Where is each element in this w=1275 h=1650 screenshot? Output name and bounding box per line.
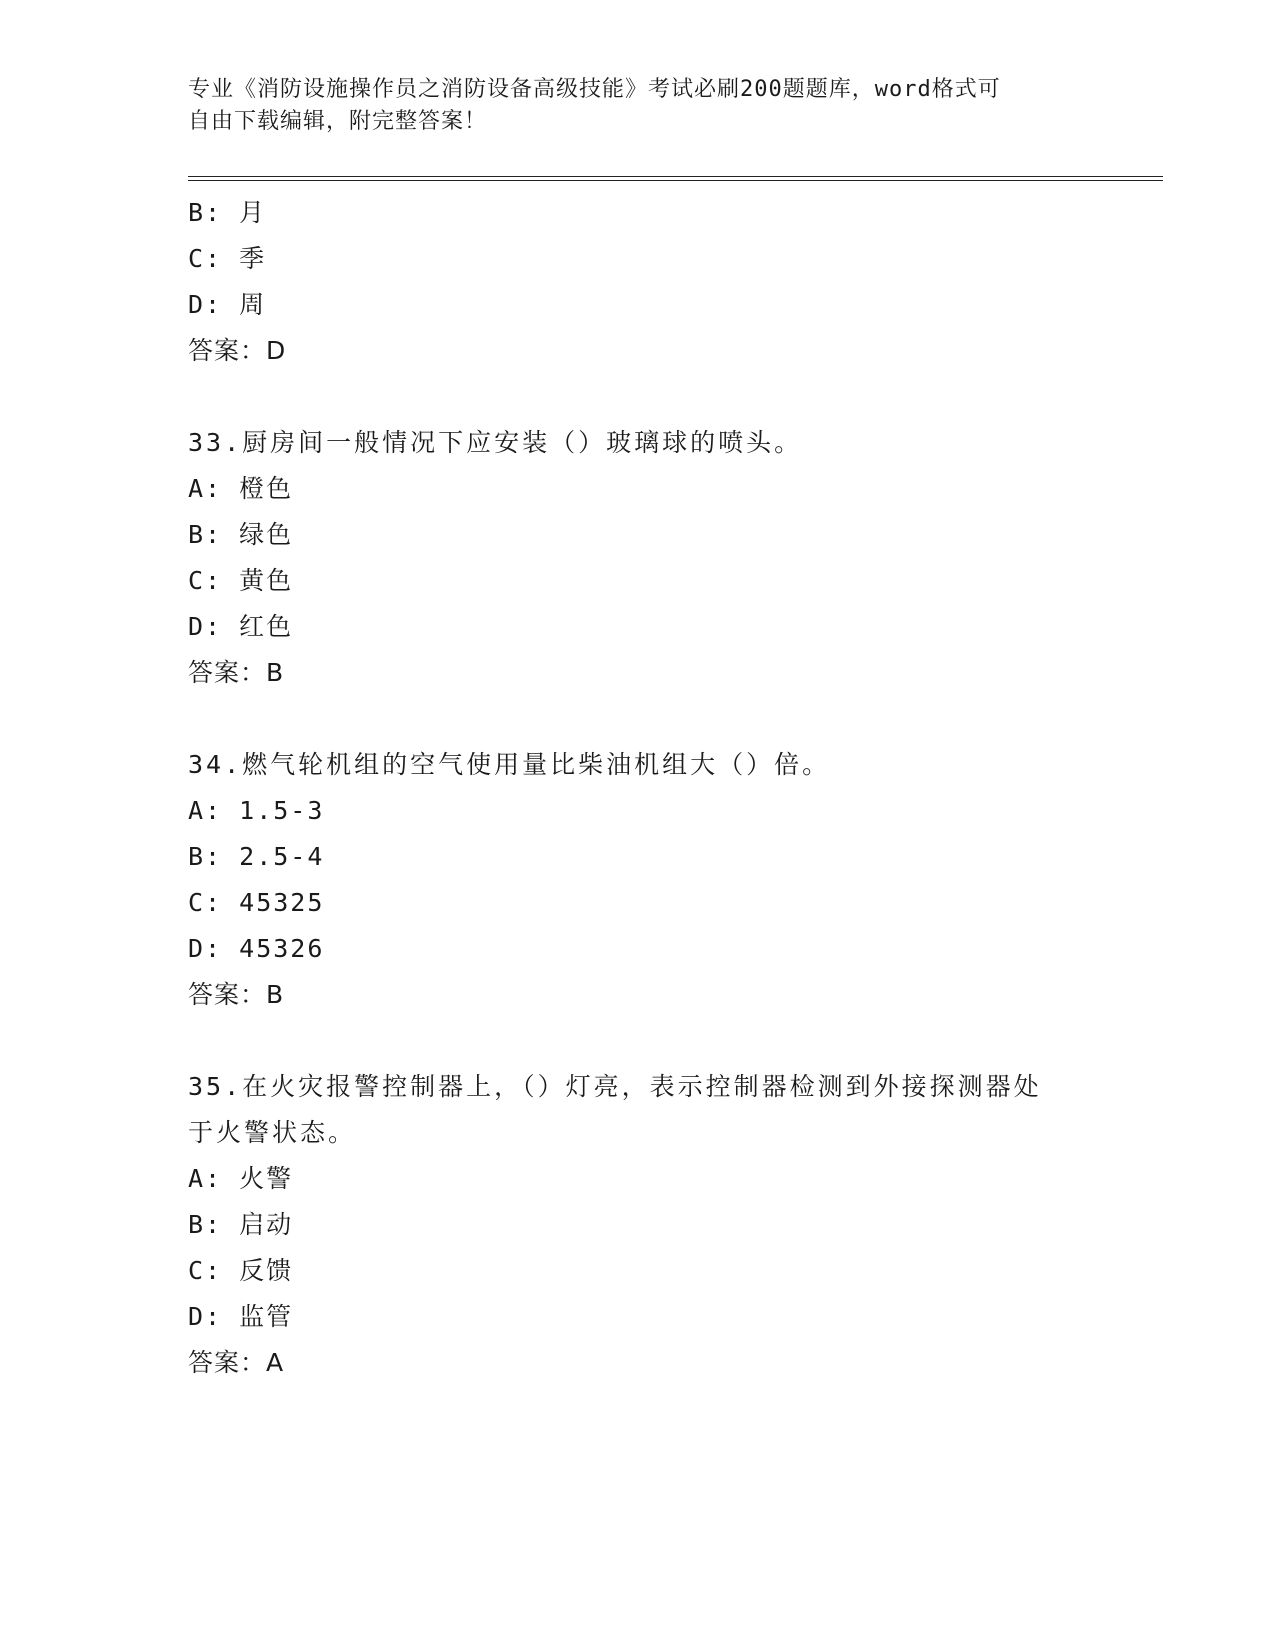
option-c: C: 季 [188,244,267,273]
option-a: A: 火警 [188,1164,294,1193]
option-c: C: 反馈 [188,1256,294,1285]
document-header [188,74,1068,138]
question-block-33 [188,420,1088,696]
question-stem: 35.在火灾报警控制器上，（）灯亮，表示控制器检测到外接探测器处 [188,1072,1042,1101]
header-rule-bottom [188,180,1163,181]
option-d: D: 红色 [188,612,294,641]
question-block-32-partial [188,190,1088,374]
question-stem: 34.燃气轮机组的空气使用量比柴油机组大（）倍。 [188,750,831,779]
option-b: B: 启动 [188,1210,294,1239]
spacer [188,696,1088,742]
answer-line: 答案：B [188,658,285,687]
header-line-2: 自由下载编辑，附完整答案！ [188,109,488,134]
question-block-34 [188,742,1088,1018]
option-d: D: 45326 [188,934,325,963]
option-b: B: 月 [188,198,267,227]
question-stem-continued: 于火警状态。 [188,1118,357,1147]
option-a: A: 1.5-3 [188,796,325,825]
question-stem: 33.厨房间一般情况下应安装（）玻璃球的喷头。 [188,428,803,457]
question-block-35 [188,1064,1088,1386]
answer-line: 答案：B [188,980,285,1009]
answer-line: 答案：D [188,336,287,365]
option-c: C: 黄色 [188,566,294,595]
option-d: D: 监管 [188,1302,294,1331]
option-c: C: 45325 [188,888,325,917]
option-a: A: 橙色 [188,474,294,503]
header-rule-top [188,176,1163,177]
option-d: D: 周 [188,290,267,319]
option-b: B: 2.5-4 [188,842,325,871]
header-line-1: 专业《消防设施操作员之消防设备高级技能》考试必刷200题题库，word格式可 [188,77,1001,102]
spacer [188,374,1088,420]
question-content [188,190,1088,1386]
answer-line: 答案：A [188,1348,285,1377]
option-b: B: 绿色 [188,520,294,549]
spacer [188,1018,1088,1064]
